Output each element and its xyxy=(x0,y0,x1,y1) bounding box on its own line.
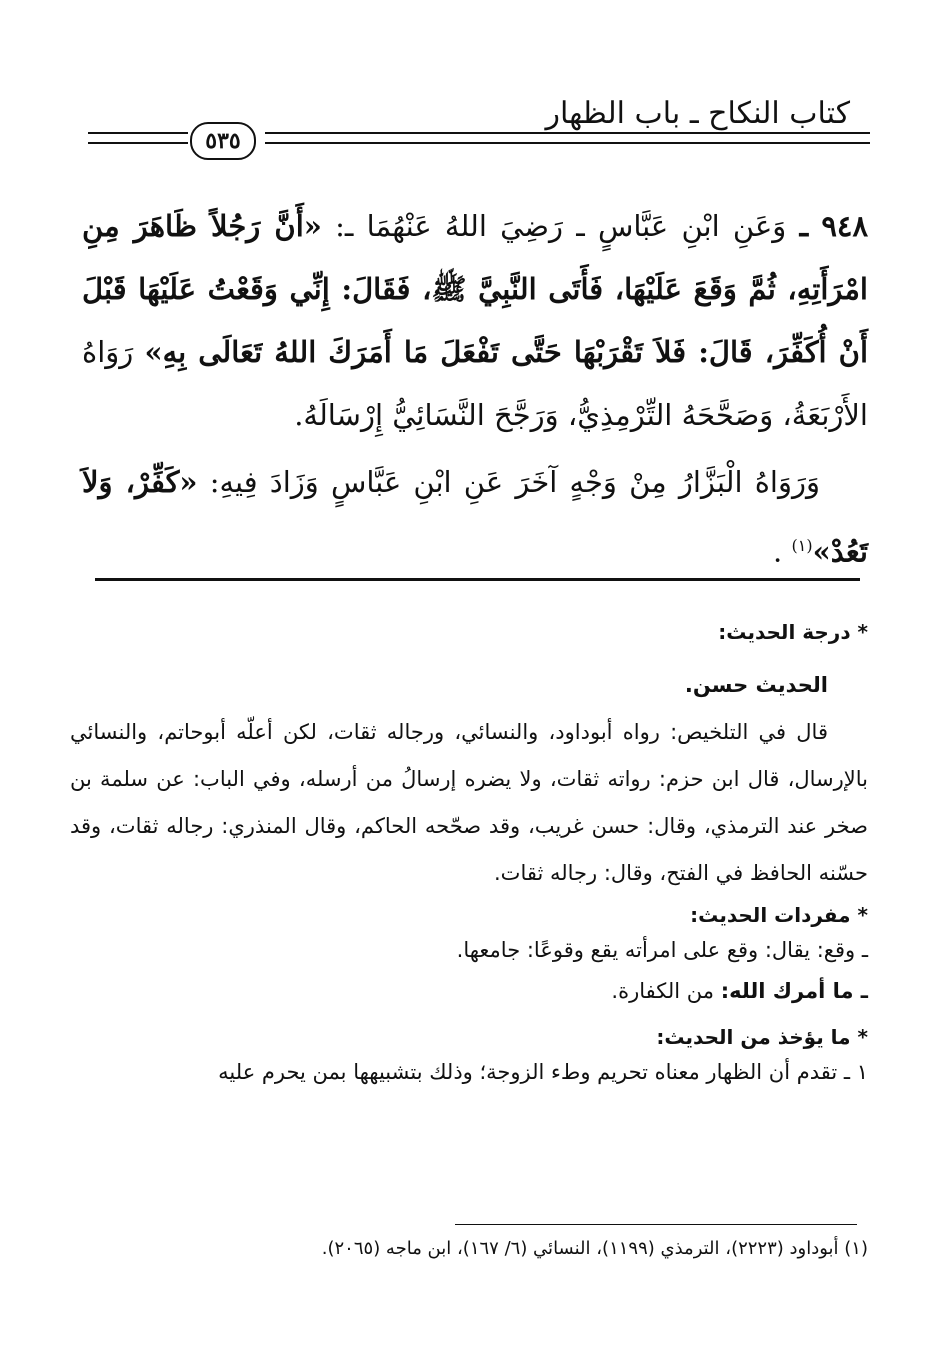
vocab-item-2 xyxy=(70,968,868,1015)
commentary xyxy=(70,620,868,1096)
degree-text: قال في التلخيص: رواه أبوداود، والنسائي، ورجاله ثقات، لكن أعلّه أبوحاتم، والنسائي بالإرسال، قال ابن حزم: رواته ثقات، ولا يضره إرسالُ من أرسله، وفي الباب: عن سلمة بن صخر عند الترمذي، وقال: حسن غريب، وقد صحّحه الحاكم، وقال المنذري: رجاله ثقات، وقد حسّنه الحافظ في الفتح، وقال: رجاله ثقات. xyxy=(70,720,868,885)
page-number: ٥٣٥ xyxy=(190,122,256,160)
hadith-text xyxy=(82,195,868,584)
degree-heading: * درجة الحديث: xyxy=(718,620,868,644)
second-end: . xyxy=(773,534,783,569)
lesson-1: ١ ـ تقدم أن الظهار معناه تحريم وطء الزوجة؛ وذلك بتشبيهها بمن يحرم عليه xyxy=(218,1060,868,1084)
vocab-1-label: ـ وقع: xyxy=(816,938,868,962)
second-quote: «كَفِّرْ، وَلاَ تَعُدْ» xyxy=(82,465,868,569)
vocab-2-label: ـ ما أمرك الله: xyxy=(720,979,868,1003)
header-rule-bottom xyxy=(265,142,870,144)
hadith-intro: وَعَنِ ابْنِ عَبَّاسٍ ـ رَضِيَ اللهُ عَنْهُمَا ـ: xyxy=(335,209,787,243)
hadith-tail: رَوَاهُ الأَرْبَعَةُ، وَصَحَّحَهُ التِّرْمِذِيُّ، وَرَجَّحَ النَّسَائِيُّ إِرْسَالَهُ. xyxy=(82,335,868,432)
footnote: (١) أبوداود (٢٢٢٣)، الترمذي (١١٩٩)، النسائي (٦/ ١٦٧)، ابن ماجه (٢٠٦٥). xyxy=(321,1238,868,1259)
vocab-2-text: من الكفارة. xyxy=(611,979,714,1003)
footnote-marker: (١) xyxy=(791,536,813,555)
vocab-1-text: يقال: وقع على امرأته يقع وقوعًا: جامعها. xyxy=(456,938,811,962)
header-rule-top xyxy=(265,132,870,134)
header-rule-left-top xyxy=(88,132,188,134)
degree-verdict: الحديث حسن. xyxy=(684,673,828,697)
running-title: كتاب النكاح ـ باب الظهار xyxy=(545,96,850,131)
vocab-heading: * مفردات الحديث: xyxy=(690,903,868,927)
hadith-paragraph xyxy=(82,195,868,447)
vocab-item-1 xyxy=(70,927,868,974)
hadith-quote: «أَنَّ رَجُلاً ظَاهَرَ مِنِ امْرَأَتِهِ، ثُمَّ وَقَعَ عَلَيْهَا، فَأَتَى النَّبِيَّ ﷺ، فَقَالَ: إِنِّي وَقَعْتُ عَلَيْهَا قَبْلَ أَنْ أُكَفِّرَ، قَالَ: فَلاَ تَقْرَبْهَا حَتَّى تَفْعَلَ مَا أَمَرَكَ اللهُ تَعَالَى بِهِ» xyxy=(82,209,869,369)
hadith-number: ٩٤٨ xyxy=(821,209,869,243)
hadith-dash: ـ xyxy=(799,209,809,243)
hadith-second-narration xyxy=(82,451,868,584)
second-intro: وَرَوَاهُ الْبَزَّارُ مِنْ وَجْهٍ آخَرَ عَنِ ابْنِ عَبَّاسٍ وَزَادَ فِيهِ: xyxy=(209,465,821,499)
footnote-rule xyxy=(455,1224,857,1225)
header-rule-left-bottom xyxy=(88,142,188,144)
lessons-heading: * ما يؤخذ من الحديث: xyxy=(656,1025,868,1049)
section-separator xyxy=(95,578,860,581)
